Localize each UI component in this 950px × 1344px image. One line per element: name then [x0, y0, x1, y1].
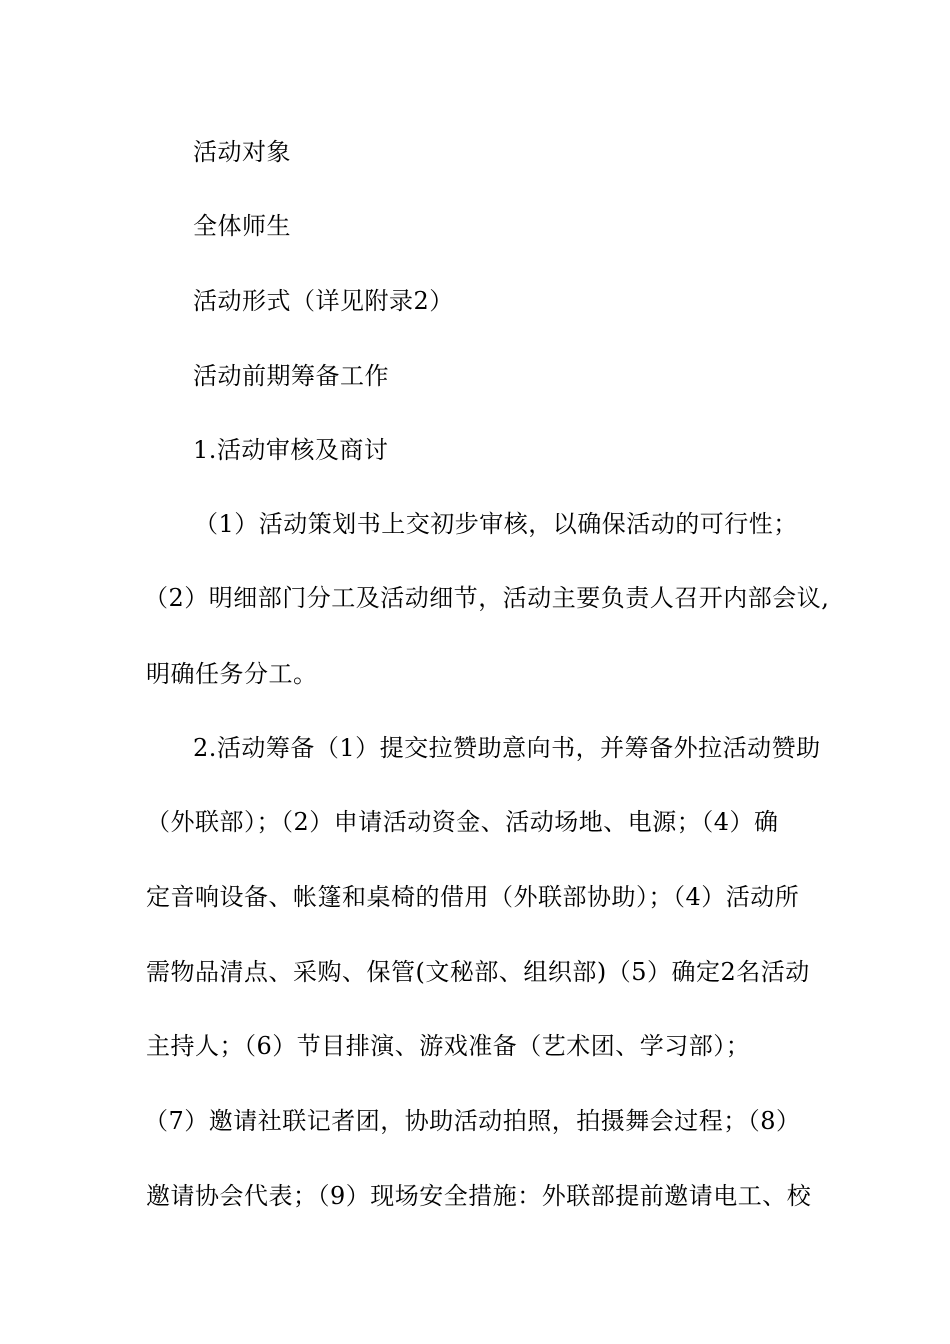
text-activity-target-value: 全体师生 [193, 212, 291, 240]
paragraph-line: 2.活动筹备（1）提交拉赞助意向书，并筹备外拉活动赞助 [193, 734, 821, 762]
paragraph-line: 需物品清点、采购、保管(文秘部、组织部)（5）确定2名活动 [146, 958, 810, 986]
paragraph-line: （2）明细部门分工及活动细节，活动主要负责人召开内部会议, [144, 584, 830, 612]
paragraph-line: 主持人；（6）节目排演、游戏准备（艺术团、学习部）； [146, 1032, 751, 1060]
heading-review-discussion: 1.活动审核及商讨 [193, 436, 389, 464]
heading-activity-form: 活动形式（详见附录2） [193, 287, 454, 315]
paragraph-line: （外联部）；（2）申请活动资金、活动场地、电源；（4）确 [146, 808, 779, 836]
heading-preparation-work: 活动前期筹备工作 [193, 362, 389, 390]
paragraph-line: 邀请协会代表；（9）现场安全措施：外联部提前邀请电工、校 [146, 1182, 812, 1210]
paragraph-line: 明确任务分工。 [146, 660, 318, 688]
paragraph-line: （7）邀请社联记者团，协助活动拍照，拍摄舞会过程；（8） [144, 1107, 801, 1135]
heading-activity-target: 活动对象 [193, 138, 291, 166]
paragraph-line: （1）活动策划书上交初步审核，以确保活动的可行性； [194, 510, 798, 538]
paragraph-line: 定音响设备、帐篷和桌椅的借用（外联部协助）；（4）活动所 [146, 883, 800, 911]
